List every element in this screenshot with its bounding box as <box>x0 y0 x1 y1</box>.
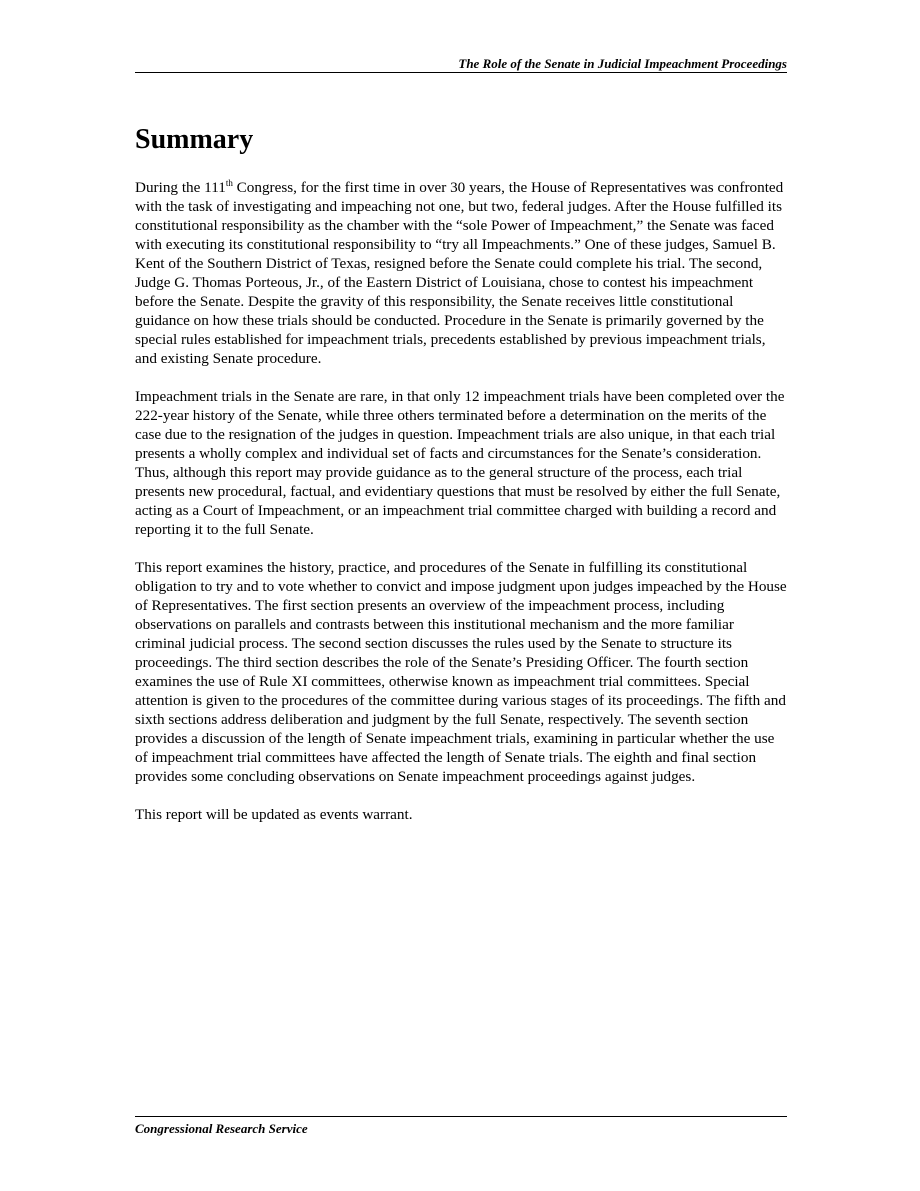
footer-rule <box>135 1116 787 1117</box>
page-title: Summary <box>135 124 254 155</box>
paragraph-1-rest: Congress, for the first time in over 30 years, the House of Representatives was confronted with the task of investigating and impeaching not one, but two, federal judges. After the House fulfilled its constitutional responsibility as the chamber with the “sole Power of Impeachment,” the Senate was faced with executing its constitutional responsibility to “try all Impeachments.” One of these judges, Samuel B. Kent of the Southern District of Texas, resigned before the Senate could complete his trial. The second, Judge G. Thomas Porteous, Jr., of the Eastern District of Louisiana, chose to contest his impeachment before the Senate. Despite the gravity of this responsibility, the Senate receives little constitutional guidance on how these trials should be conducted. Procedure in the Senate is primarily governed by the special rules established for impeachment trials, precedents established by previous impeachment trials, and existing Senate procedure. <box>135 179 784 367</box>
header-rule <box>135 72 787 73</box>
paragraph-4: This report will be updated as events warrant. <box>135 806 413 823</box>
ordinal-superscript: th <box>225 178 233 188</box>
paragraph-1-start: During the 111 <box>135 179 226 196</box>
running-header: The Role of the Senate in Judicial Impeachment Proceedings <box>458 56 787 71</box>
paragraph-1 <box>135 178 787 368</box>
paragraph-2: Impeachment trials in the Senate are rare, in that only 12 impeachment trials have been completed over the 222-year history of the Senate, while three others terminated before a determination on the merits of the case due to the resignation of the judges in question. Impeachment trials are also unique, in that each trial presents a wholly complex and individual set of facts and circumstances for the Senate’s consideration. Thus, although this report may provide guidance as to the general structure of the process, each trial presents new procedural, factual, and evidentiary questions that must be resolved by either the full Senate, acting as a Court of Impeachment, or an impeachment trial committee charged with building a record and reporting it to the full Senate. <box>135 388 785 538</box>
paragraph-3: This report examines the history, practice, and procedures of the Senate in fulfilling its constitutional obligation to try and to vote whether to convict and impose judgment upon judges impeached by the House of Representatives. The first section presents an overview of the impeachment process, including observations on parallels and contrasts between this institutional mechanism and the more familiar criminal judicial process. The second section discusses the rules used by the Senate to structure its proceedings. The third section describes the role of the Senate’s Presiding Officer. The fourth section examines the use of Rule XI committees, otherwise known as impeachment trial committees. Special attention is given to the procedures of the committee during various stages of its proceedings. The fifth and sixth sections address deliberation and judgment by the full Senate, respectively. The seventh section provides a discussion of the length of Senate impeachment trials, examining in particular whether the use of impeachment trial committees have affected the length of Senate trials. The eighth and final section provides some concluding observations on Senate impeachment proceedings against judges. <box>135 559 787 785</box>
footer-organization: Congressional Research Service <box>135 1121 308 1136</box>
summary-body <box>135 178 787 843</box>
